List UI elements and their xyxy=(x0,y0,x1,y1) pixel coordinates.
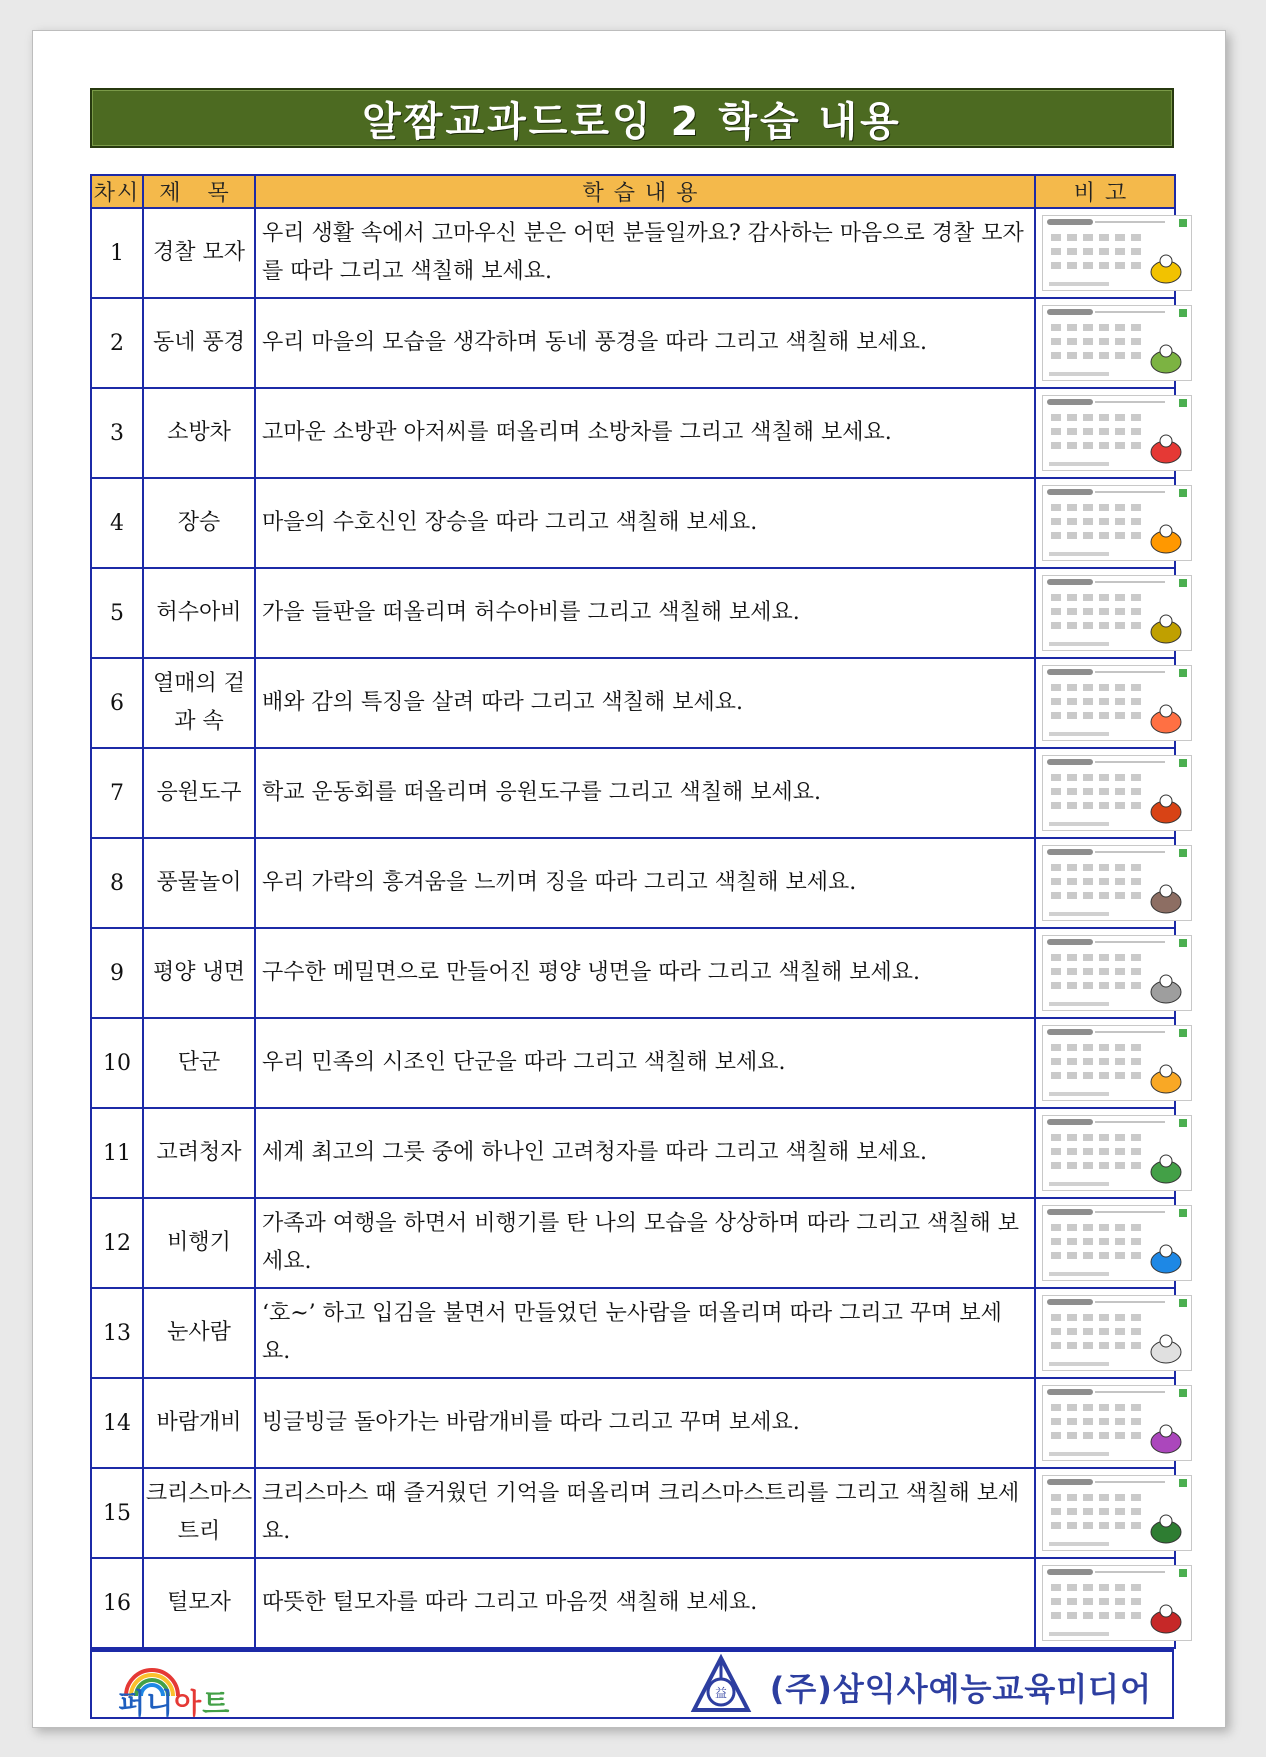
table-row xyxy=(91,1378,1175,1468)
funiart-logo-text xyxy=(118,1682,230,1722)
worksheet-thumbnail-cell xyxy=(1035,748,1175,838)
worksheet-thumbnail-cell xyxy=(1035,1468,1175,1558)
lesson-description: 가을 들판을 떠올리며 허수아비를 그리고 색칠해 보세요. xyxy=(255,568,1035,658)
lesson-topic: 응원도구 xyxy=(143,748,255,838)
worksheet-thumbnail-cell xyxy=(1035,658,1175,748)
worksheet-thumbnail xyxy=(1042,935,1192,1011)
session-number: 2 xyxy=(91,298,143,388)
session-number: 9 xyxy=(91,928,143,1018)
table-row xyxy=(91,298,1175,388)
worksheet-illustration-icon xyxy=(1147,1148,1185,1186)
session-number: 6 xyxy=(91,658,143,748)
worksheet-thumbnail xyxy=(1042,395,1192,471)
worksheet-thumbnail xyxy=(1042,1115,1192,1191)
worksheet-thumbnail xyxy=(1042,485,1192,561)
lesson-description: 우리 민족의 시조인 단군을 따라 그리고 색칠해 보세요. xyxy=(255,1018,1035,1108)
session-number: 4 xyxy=(91,478,143,568)
worksheet-thumbnail-cell xyxy=(1035,1018,1175,1108)
lesson-description: 우리 마을의 모습을 생각하며 동네 풍경을 따라 그리고 색칠해 보세요. xyxy=(255,298,1035,388)
worksheet-thumbnail-cell xyxy=(1035,1558,1175,1648)
worksheet-thumbnail xyxy=(1042,1475,1192,1551)
worksheet-thumbnail-cell xyxy=(1035,388,1175,478)
table-row xyxy=(91,1468,1175,1558)
header-session: 차시 xyxy=(91,175,143,208)
table-row xyxy=(91,1198,1175,1288)
table-row xyxy=(91,928,1175,1018)
table-row xyxy=(91,1108,1175,1198)
worksheet-illustration-icon xyxy=(1147,608,1185,646)
table-row xyxy=(91,1018,1175,1108)
worksheet-illustration-icon xyxy=(1147,518,1185,556)
worksheet-thumbnail xyxy=(1042,215,1192,291)
table-row xyxy=(91,748,1175,838)
funiart-text: 퍼니아트 xyxy=(118,1687,231,1720)
worksheet-thumbnail xyxy=(1042,1385,1192,1461)
table-row xyxy=(91,1288,1175,1378)
lesson-description: 우리 가락의 흥겨움을 느끼며 징을 따라 그리고 색칠해 보세요. xyxy=(255,838,1035,928)
worksheet-illustration-icon xyxy=(1147,1328,1185,1366)
worksheet-thumbnail-cell xyxy=(1035,838,1175,928)
worksheet-thumbnail xyxy=(1042,845,1192,921)
session-number: 5 xyxy=(91,568,143,658)
table-row xyxy=(91,838,1175,928)
table-header-row xyxy=(91,175,1175,208)
lesson-topic: 풍물놀이 xyxy=(143,838,255,928)
worksheet-thumbnail xyxy=(1042,1205,1192,1281)
header-topic: 제 목 xyxy=(143,175,255,208)
worksheet-illustration-icon xyxy=(1147,878,1185,916)
session-number: 1 xyxy=(91,208,143,298)
worksheet-thumbnail-cell xyxy=(1035,298,1175,388)
worksheet-thumbnail-cell xyxy=(1035,1288,1175,1378)
worksheet-thumbnail-cell xyxy=(1035,1108,1175,1198)
session-number: 10 xyxy=(91,1018,143,1108)
header-note: 비고 xyxy=(1035,175,1175,208)
worksheet-illustration-icon xyxy=(1147,698,1185,736)
worksheet-illustration-icon xyxy=(1147,968,1185,1006)
footer xyxy=(90,1649,1174,1719)
lesson-description: 고마운 소방관 아저씨를 떠올리며 소방차를 그리고 색칠해 보세요. xyxy=(255,388,1035,478)
table-row xyxy=(91,208,1175,298)
worksheet-illustration-icon xyxy=(1147,248,1185,286)
session-number: 15 xyxy=(91,1468,143,1558)
lesson-topic: 바람개비 xyxy=(143,1378,255,1468)
worksheet-thumbnail xyxy=(1042,1565,1192,1641)
lesson-topic: 눈사람 xyxy=(143,1288,255,1378)
worksheet-thumbnail-cell xyxy=(1035,1198,1175,1288)
worksheet-thumbnail xyxy=(1042,755,1192,831)
table-row xyxy=(91,388,1175,478)
lesson-topic: 소방차 xyxy=(143,388,255,478)
lesson-topic: 장승 xyxy=(143,478,255,568)
table-row xyxy=(91,658,1175,748)
worksheet-thumbnail xyxy=(1042,305,1192,381)
worksheet-illustration-icon xyxy=(1147,1508,1185,1546)
lesson-topic: 털모자 xyxy=(143,1558,255,1648)
worksheet-thumbnail xyxy=(1042,1025,1192,1101)
lesson-topic: 평양 냉면 xyxy=(143,928,255,1018)
lesson-description: ‘호~’ 하고 입김을 불면서 만들었던 눈사람을 떠올리며 따라 그리고 꾸며 보세요. xyxy=(255,1288,1035,1378)
worksheet-thumbnail-cell xyxy=(1035,568,1175,658)
worksheet-thumbnail-cell xyxy=(1035,1378,1175,1468)
lesson-description: 우리 생활 속에서 고마우신 분은 어떤 분들일까요? 감사하는 마음으로 경찰 모자를 따라 그리고 색칠해 보세요. xyxy=(255,208,1035,298)
lesson-table xyxy=(90,174,1176,1649)
table-row xyxy=(91,478,1175,568)
worksheet-thumbnail xyxy=(1042,575,1192,651)
worksheet-thumbnail xyxy=(1042,1295,1192,1371)
session-number: 11 xyxy=(91,1108,143,1198)
lesson-description: 배와 감의 특징을 살려 따라 그리고 색칠해 보세요. xyxy=(255,658,1035,748)
svg-text:益: 益 xyxy=(714,1686,728,1700)
lesson-description: 가족과 여행을 하면서 비행기를 탄 나의 모습을 상상하며 따라 그리고 색칠해 보세요. xyxy=(255,1198,1035,1288)
lesson-description: 학교 운동회를 떠올리며 응원도구를 그리고 색칠해 보세요. xyxy=(255,748,1035,838)
lesson-topic: 비행기 xyxy=(143,1198,255,1288)
worksheet-illustration-icon xyxy=(1147,1598,1185,1636)
worksheet-illustration-icon xyxy=(1147,1058,1185,1096)
worksheet-illustration-icon xyxy=(1147,1238,1185,1276)
worksheet-illustration-icon xyxy=(1147,428,1185,466)
lesson-topic: 열매의 겉과 속 xyxy=(143,658,255,748)
lesson-topic: 경찰 모자 xyxy=(143,208,255,298)
lesson-topic: 크리스마스 트리 xyxy=(143,1468,255,1558)
samik-emblem-icon xyxy=(690,1654,752,1716)
lesson-topic: 동네 풍경 xyxy=(143,298,255,388)
lesson-description: 따뜻한 털모자를 따라 그리고 마음껏 색칠해 보세요. xyxy=(255,1558,1035,1648)
lesson-description: 빙글빙글 돌아가는 바람개비를 따라 그리고 꾸며 보세요. xyxy=(255,1378,1035,1468)
lesson-description: 구수한 메밀면으로 만들어진 평양 냉면을 따라 그리고 색칠해 보세요. xyxy=(255,928,1035,1018)
worksheet-thumbnail xyxy=(1042,665,1192,741)
lesson-topic: 고려청자 xyxy=(143,1108,255,1198)
lesson-description: 크리스마스 때 즐거웠던 기억을 떠올리며 크리스마스트리를 그리고 색칠해 보세요. xyxy=(255,1468,1035,1558)
session-number: 13 xyxy=(91,1288,143,1378)
document-title: 알짬교과드로잉 2 학습 내용 xyxy=(90,88,1174,148)
header-content: 학습내용 xyxy=(255,175,1035,208)
worksheet-thumbnail-cell xyxy=(1035,478,1175,568)
session-number: 3 xyxy=(91,388,143,478)
lesson-plan-document xyxy=(90,88,1174,1719)
worksheet-thumbnail-cell xyxy=(1035,928,1175,1018)
worksheet-illustration-icon xyxy=(1147,1418,1185,1456)
worksheet-thumbnail-cell xyxy=(1035,208,1175,298)
session-number: 7 xyxy=(91,748,143,838)
session-number: 14 xyxy=(91,1378,143,1468)
lesson-topic: 허수아비 xyxy=(143,568,255,658)
table-row xyxy=(91,1558,1175,1648)
worksheet-illustration-icon xyxy=(1147,788,1185,826)
worksheet-illustration-icon xyxy=(1147,338,1185,376)
lesson-description: 세계 최고의 그릇 중에 하나인 고려청자를 따라 그리고 색칠해 보세요. xyxy=(255,1108,1035,1198)
table-row xyxy=(91,568,1175,658)
lesson-topic: 단군 xyxy=(143,1018,255,1108)
session-number: 16 xyxy=(91,1558,143,1648)
session-number: 8 xyxy=(91,838,143,928)
lesson-description: 마을의 수호신인 장승을 따라 그리고 색칠해 보세요. xyxy=(255,478,1035,568)
company-name: (주)삼익사예능교육미디어 xyxy=(769,1670,1152,1708)
session-number: 12 xyxy=(91,1198,143,1288)
